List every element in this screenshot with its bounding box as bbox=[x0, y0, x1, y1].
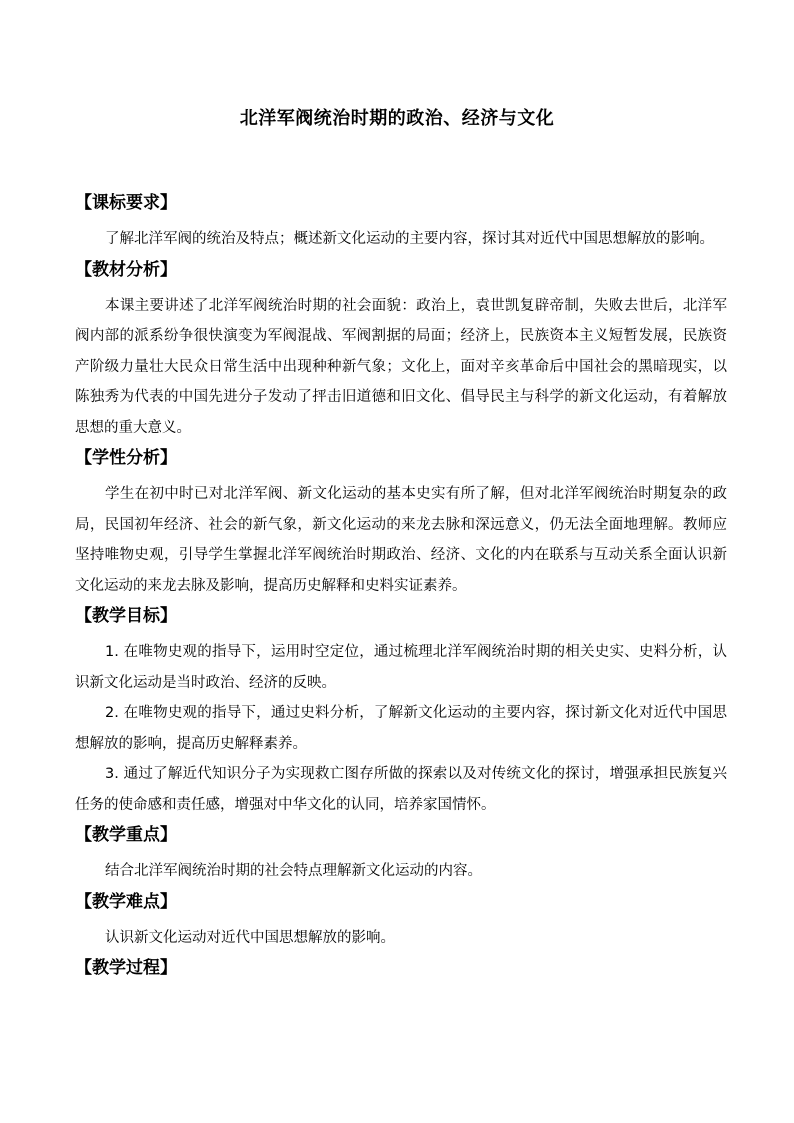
objective-item: 2. 在唯物史观的指导下，通过史料分析，了解新文化运动的主要内容，探讨新文化对近代中国思想解放的影响，提高历史解释素养。 bbox=[75, 705, 727, 752]
section-heading: 【教材分析】 bbox=[75, 259, 177, 280]
section-heading: 【学性分析】 bbox=[75, 448, 177, 468]
section-student-analysis bbox=[75, 443, 727, 601]
section-heading: 【教学目标】 bbox=[75, 606, 177, 626]
section-teaching-key-points bbox=[75, 820, 727, 887]
section-heading: 【教学难点】 bbox=[75, 891, 177, 912]
section-heading: 【教学过程】 bbox=[75, 958, 177, 978]
document-body bbox=[75, 188, 727, 983]
section-teaching-objectives bbox=[75, 601, 727, 820]
section-paragraph: 学生在初中时已对北洋军阀、新文化运动的基本史实有所了解，但对北洋军阀统治时期复杂的政局，民国初年经济、社会的新气象，新文化运动的来龙去脉和深远意义，仍无法全面地理解。教师应坚持唯物史观，引导学生掌握北洋军阀统治时期政治、经济、文化的内在联系与互动关系全面认识新文化运动的来龙去脉及影响，提高历史解释和史料实证素养。 bbox=[75, 486, 727, 594]
section-heading: 【课标要求】 bbox=[75, 193, 177, 213]
section-curriculum-requirements bbox=[75, 188, 727, 255]
section-textbook-analysis bbox=[75, 255, 727, 444]
section-paragraph: 了解北洋军阀的统治及特点；概述新文化运动的主要内容，探讨其对近代中国思想解放的影响。 bbox=[105, 231, 714, 247]
section-paragraph: 认识新文化运动对近代中国思想解放的影响。 bbox=[105, 929, 395, 946]
objective-item: 1. 在唯物史观的指导下，运用时空定位，通过梳理北洋军阀统治时期的相关史实、史料分析，认识新文化运动是当时政治、经济的反映。 bbox=[75, 644, 727, 691]
section-teaching-difficulties bbox=[75, 887, 727, 954]
section-heading: 【教学重点】 bbox=[75, 825, 177, 845]
section-teaching-process bbox=[75, 953, 727, 983]
section-paragraph: 本课主要讲述了北洋军阀统治时期的社会面貌：政治上，袁世凯复辟帝制，失败去世后，北洋军阀内部的派系纷争很快演变为军阀混战、军阀割据的局面；经济上，民族资本主义短暂发展，民族资产阶级力量壮大民众日常生活中出现种种新气象；文化上，面对辛亥革命后中国社会的黑暗现实，以陈独秀为代表的中国先进分子发动了抨击旧道德和旧文化、倡导民主与科学的新文化运动，有着解放思想的重大意义。 bbox=[75, 297, 727, 436]
section-paragraph: 结合北洋军阀统治时期的社会特点理解新文化运动的内容。 bbox=[105, 863, 482, 879]
objective-item: 3. 通过了解近代知识分子为实现救亡图存所做的探索以及对传统文化的探讨，增强承担民族复兴任务的使命感和责任感，增强对中华文化的认同，培养家国情怀。 bbox=[75, 766, 727, 813]
document-title: 北洋军阀统治时期的政治、经济与文化 bbox=[239, 108, 555, 129]
